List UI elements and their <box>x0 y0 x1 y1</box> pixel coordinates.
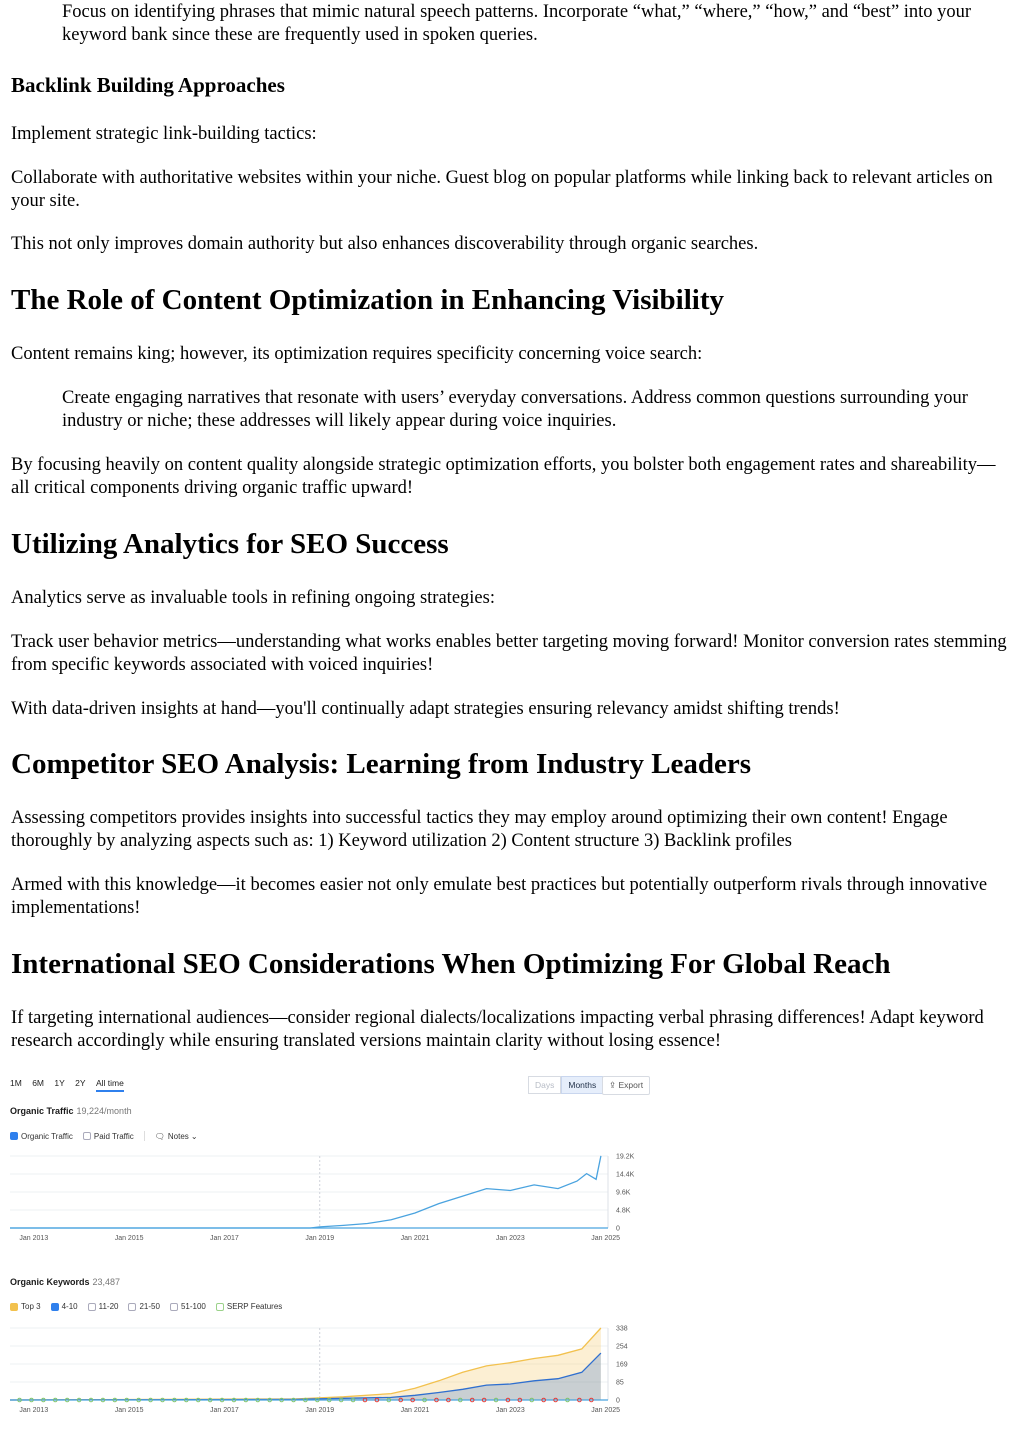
checkbox-icon <box>88 1303 96 1311</box>
notes-label: Notes <box>167 1131 189 1141</box>
traffic-value: 19,224/month <box>76 1106 132 1116</box>
legend-51-100-label: 51-100 <box>180 1302 206 1311</box>
organic-traffic-chart <box>8 1152 653 1252</box>
y-tick-label: 4.8K <box>616 1207 631 1215</box>
export-button[interactable] <box>602 1076 650 1095</box>
legend-4-10-label: 4-10 <box>61 1302 78 1311</box>
keywords-title <box>10 1277 120 1287</box>
keywords-value: 23,487 <box>92 1277 121 1287</box>
x-tick-label: Jan 2015 <box>114 1235 144 1242</box>
granularity-toggle <box>528 1076 603 1094</box>
legend-divider <box>144 1131 145 1141</box>
analytics-paragraph-1: Analytics serve as invaluable tools in refining ongoing strategies: <box>11 588 495 608</box>
export-label: Export <box>618 1080 644 1090</box>
legend-serp-label: SERP Features <box>226 1302 283 1311</box>
legend-paid-traffic[interactable] <box>83 1132 134 1141</box>
organic-keywords-chart <box>8 1324 653 1424</box>
y-tick-label: 0 <box>616 1225 620 1233</box>
intro-tail-paragraph: Focus on identifying phrases that mimic natural speech patterns. Incorporate “what,” “where,” “how,” and “best” into your keyword bank since these are frequently used in spoken queries. <box>62 2 972 45</box>
backlink-paragraph-1: Implement strategic link-building tactics: <box>11 124 317 144</box>
content-paragraph-1: Content remains king; however, its optimization requires specificity concerning voice search: <box>11 344 703 364</box>
range-1m[interactable]: 1M <box>10 1078 22 1088</box>
content-heading: The Role of Content Optimization in Enhancing Visibility <box>11 284 725 316</box>
checkbox-icon <box>128 1303 136 1311</box>
y-tick-label: 9.6K <box>616 1189 631 1197</box>
legend-organic-label: Organic Traffic <box>21 1131 73 1141</box>
x-tick-label: Jan 2021 <box>400 1407 430 1414</box>
x-tick-label: Jan 2017 <box>210 1235 239 1242</box>
x-tick-label: Jan 2025 <box>591 1407 621 1414</box>
checkbox-icon <box>83 1132 91 1140</box>
y-tick-label: 338 <box>616 1325 628 1333</box>
legend-top-3[interactable] <box>10 1302 41 1311</box>
y-tick-label: 169 <box>616 1361 628 1369</box>
checkbox-icon <box>216 1303 224 1311</box>
y-tick-label: 0 <box>616 1397 620 1405</box>
upload-icon: ⇪ <box>609 1080 617 1090</box>
traffic-title-label: Organic Traffic <box>10 1106 74 1116</box>
backlink-heading: Backlink Building Approaches <box>11 73 285 97</box>
legend-11-20-label: 11-20 <box>98 1302 119 1311</box>
range-selector <box>10 1078 132 1092</box>
seo-traffic-widget <box>8 1074 653 1424</box>
x-tick-label: Jan 2019 <box>305 1235 335 1242</box>
x-tick-label: Jan 2015 <box>114 1407 144 1414</box>
x-tick-label: Jan 2023 <box>495 1235 525 1242</box>
content-paragraph-3: By focusing heavily on content quality alongside strategic optimization efforts, you bolster both engagement rates and shareability—all critical components driving organic traffic upward! <box>11 455 996 498</box>
legend-paid-label: Paid Traffic <box>93 1131 134 1141</box>
range-all-time[interactable]: All time <box>96 1078 124 1092</box>
y-tick-label: 254 <box>616 1343 628 1351</box>
y-tick-label: 19.2K <box>616 1153 635 1161</box>
international-paragraph-1: If targeting international audiences—consider regional dialects/localizations impacting verbal phrasing differences! Adapt keyword research accordingly while ensuring translated versions maintain clarity without losing essence! <box>11 1008 984 1051</box>
notes-dropdown[interactable] <box>155 1132 198 1141</box>
x-tick-label: Jan 2019 <box>305 1407 335 1414</box>
comment-icon: 🗨 <box>154 1131 165 1141</box>
keywords-title-label: Organic Keywords <box>10 1277 90 1287</box>
competitor-paragraph-2: Armed with this knowledge—it becomes easier not only emulate best practices but potentially outperform rivals through innovative implementations! <box>11 875 988 918</box>
x-tick-label: Jan 2023 <box>495 1407 525 1414</box>
legend-51-100[interactable] <box>170 1302 206 1311</box>
analytics-paragraph-2: Track user behavior metrics—understanding what works enables better targeting moving forward! Monitor conversion rates stemming from specific keywords associated with voiced inquiries! <box>11 632 1007 675</box>
competitor-heading: Competitor SEO Analysis: Learning from Industry Leaders <box>11 748 752 780</box>
content-paragraph-2: Create engaging narratives that resonate with users’ everyday conversations. Address common questions surrounding your industry or niche; these addresses will likely appear during voice inquiries. <box>62 388 968 431</box>
x-tick-label: Jan 2013 <box>19 1235 49 1242</box>
legend-11-20[interactable] <box>88 1302 119 1311</box>
analytics-paragraph-3: With data-driven insights at hand—you'll continually adapt strategies ensuring relevancy amidst shifting trends! <box>11 699 840 719</box>
legend-4-10[interactable] <box>51 1302 78 1311</box>
x-tick-label: Jan 2021 <box>400 1235 430 1242</box>
checkbox-checked-icon <box>51 1303 59 1311</box>
backlink-paragraph-2: Collaborate with authoritative websites within your niche. Guest blog on popular platforms while linking back to relevant articles on your site. <box>11 168 993 211</box>
competitor-paragraph-1: Assessing competitors provides insights into successful tactics they may employ around optimizing their own content! Engage thoroughly by analyzing aspects such as: 1) Keyword utilization 2) Content structure 3) Backlink profiles <box>11 808 948 851</box>
range-2y[interactable]: 2Y <box>75 1078 86 1088</box>
checkbox-checked-icon <box>10 1303 18 1311</box>
x-tick-label: Jan 2025 <box>591 1235 621 1242</box>
legend-top3-label: Top 3 <box>21 1302 41 1311</box>
range-1y[interactable]: 1Y <box>54 1078 65 1088</box>
months-button[interactable]: Months <box>561 1076 603 1094</box>
traffic-legend <box>10 1131 208 1141</box>
range-6m[interactable]: 6M <box>32 1078 44 1088</box>
chevron-down-icon: ⌄ <box>190 1131 198 1141</box>
y-tick-label: 85 <box>616 1379 624 1387</box>
x-tick-label: Jan 2013 <box>19 1407 49 1414</box>
traffic-title <box>10 1106 132 1116</box>
y-tick-label: 14.4K <box>616 1171 635 1179</box>
legend-serp-features[interactable] <box>216 1302 282 1311</box>
x-tick-label: Jan 2017 <box>210 1407 239 1414</box>
legend-21-50-label: 21-50 <box>139 1302 160 1311</box>
checkbox-checked-icon <box>10 1132 18 1140</box>
days-button[interactable]: Days <box>528 1076 561 1094</box>
international-heading: International SEO Considerations When Optimizing For Global Reach <box>11 948 891 980</box>
analytics-heading: Utilizing Analytics for SEO Success <box>11 528 449 560</box>
keywords-legend <box>10 1302 292 1311</box>
backlink-paragraph-3: This not only improves domain authority but also enhances discoverability through organic searches. <box>11 234 759 254</box>
legend-organic-traffic[interactable] <box>10 1132 73 1141</box>
checkbox-icon <box>170 1303 178 1311</box>
legend-21-50[interactable] <box>128 1302 159 1311</box>
